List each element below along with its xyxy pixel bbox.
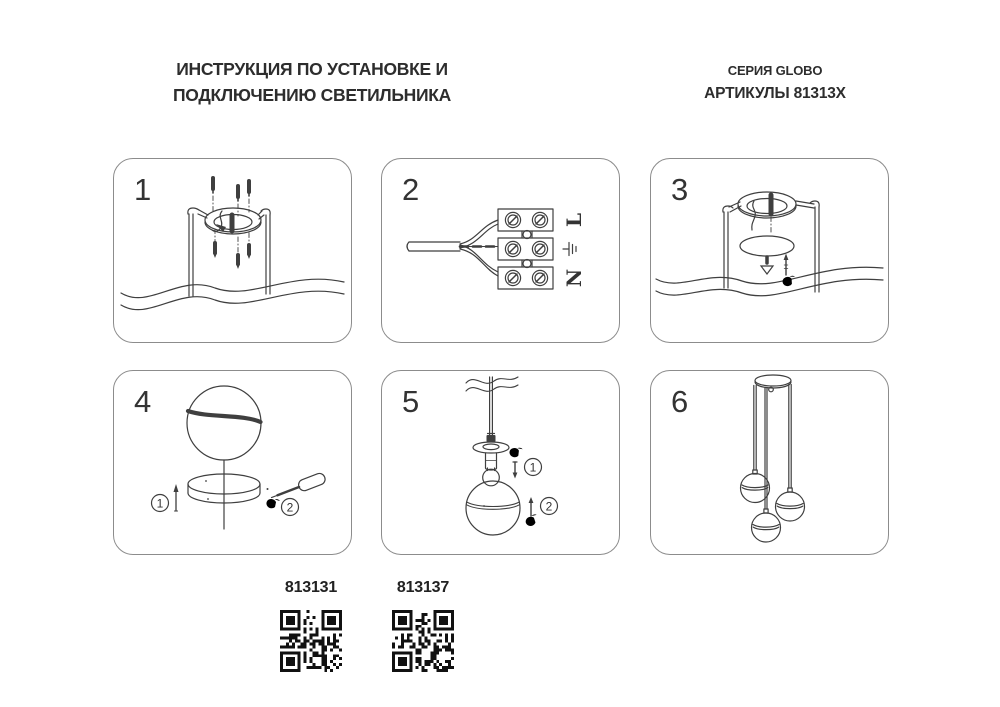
qr-code-icon: [280, 610, 342, 672]
page-title: [92, 56, 532, 108]
page-title-line2: ПОДКЛЮЧЕНИЮ СВЕТИЛЬНИКА: [172, 85, 451, 105]
svg-text:2: 2: [545, 499, 553, 514]
step1-diagram-ceiling-bracket: [113, 158, 352, 343]
lamp-holder: [473, 442, 509, 486]
instruction-panel-3: [650, 158, 889, 343]
screwdriver-icon: [269, 472, 326, 503]
panel-number: 5: [402, 384, 420, 419]
neutral-terminal-label: N: [562, 268, 586, 288]
step2-diagram-terminal-block: [381, 158, 620, 343]
small-screw-dot: [267, 488, 269, 490]
globe-shade: [466, 481, 520, 535]
globe-shades: [741, 474, 805, 543]
panel-number: 4: [134, 384, 152, 419]
panel-number: 2: [402, 172, 420, 207]
terminal-block: [498, 209, 553, 289]
earth-ground-icon: [563, 243, 576, 256]
screw-icon: [784, 254, 789, 276]
c-clip-icon: [783, 276, 795, 286]
svg-text:1: 1: [529, 460, 537, 475]
mounting-ring: [738, 192, 796, 230]
svg-text:2: 2: [286, 500, 294, 515]
supply-cable: [407, 220, 498, 276]
series-info: [660, 60, 890, 106]
series-label: СЕРИЯ GLOBO: [727, 63, 823, 78]
step5-diagram-pendant-assembly: [381, 370, 620, 555]
mounting-ring: [205, 208, 261, 234]
suspension-cables: [753, 385, 792, 514]
step-marker-2: [524, 497, 557, 527]
panel-number: 3: [671, 172, 689, 207]
instruction-panel-2: [381, 158, 620, 343]
step4-diagram-globe-and-ring: [113, 370, 352, 555]
page-title-line1: ИНСТРУКЦИЯ ПО УСТАНОВКЕ И: [176, 59, 448, 79]
instruction-panel-4: [113, 370, 352, 555]
c-clip-icon: [265, 497, 280, 510]
qr-block-813137: [392, 580, 454, 672]
step-marker-1: [152, 484, 179, 512]
step3-diagram-canopy-mounting: [650, 158, 889, 343]
qr-label: 813137: [396, 579, 450, 596]
globe-shade: [187, 386, 261, 460]
fasten-arrow: [761, 257, 773, 274]
step6-diagram-assembled-fixture: [650, 370, 889, 555]
qr-label: 813131: [284, 579, 338, 596]
instruction-panel-6: [650, 370, 889, 555]
suspension-cable: [487, 377, 496, 442]
canopy-cover: [740, 236, 794, 256]
instruction-panel-1: [113, 158, 352, 343]
panel-number: 1: [134, 172, 152, 207]
qr-block-813131: [280, 580, 342, 672]
step-marker-1: [509, 446, 542, 478]
instruction-panel-5: [381, 370, 620, 555]
step-marker-2: [282, 499, 299, 516]
ceiling-wave: [121, 279, 344, 309]
articles-label: АРТИКУЛЫ 81313X: [704, 85, 846, 102]
suspension-rods: [188, 208, 270, 296]
ceiling-canopy: [755, 375, 791, 392]
panel-number: 6: [671, 384, 689, 419]
qr-code-icon: [392, 610, 454, 672]
svg-text:1: 1: [156, 496, 164, 511]
line-terminal-label: L: [562, 212, 586, 228]
